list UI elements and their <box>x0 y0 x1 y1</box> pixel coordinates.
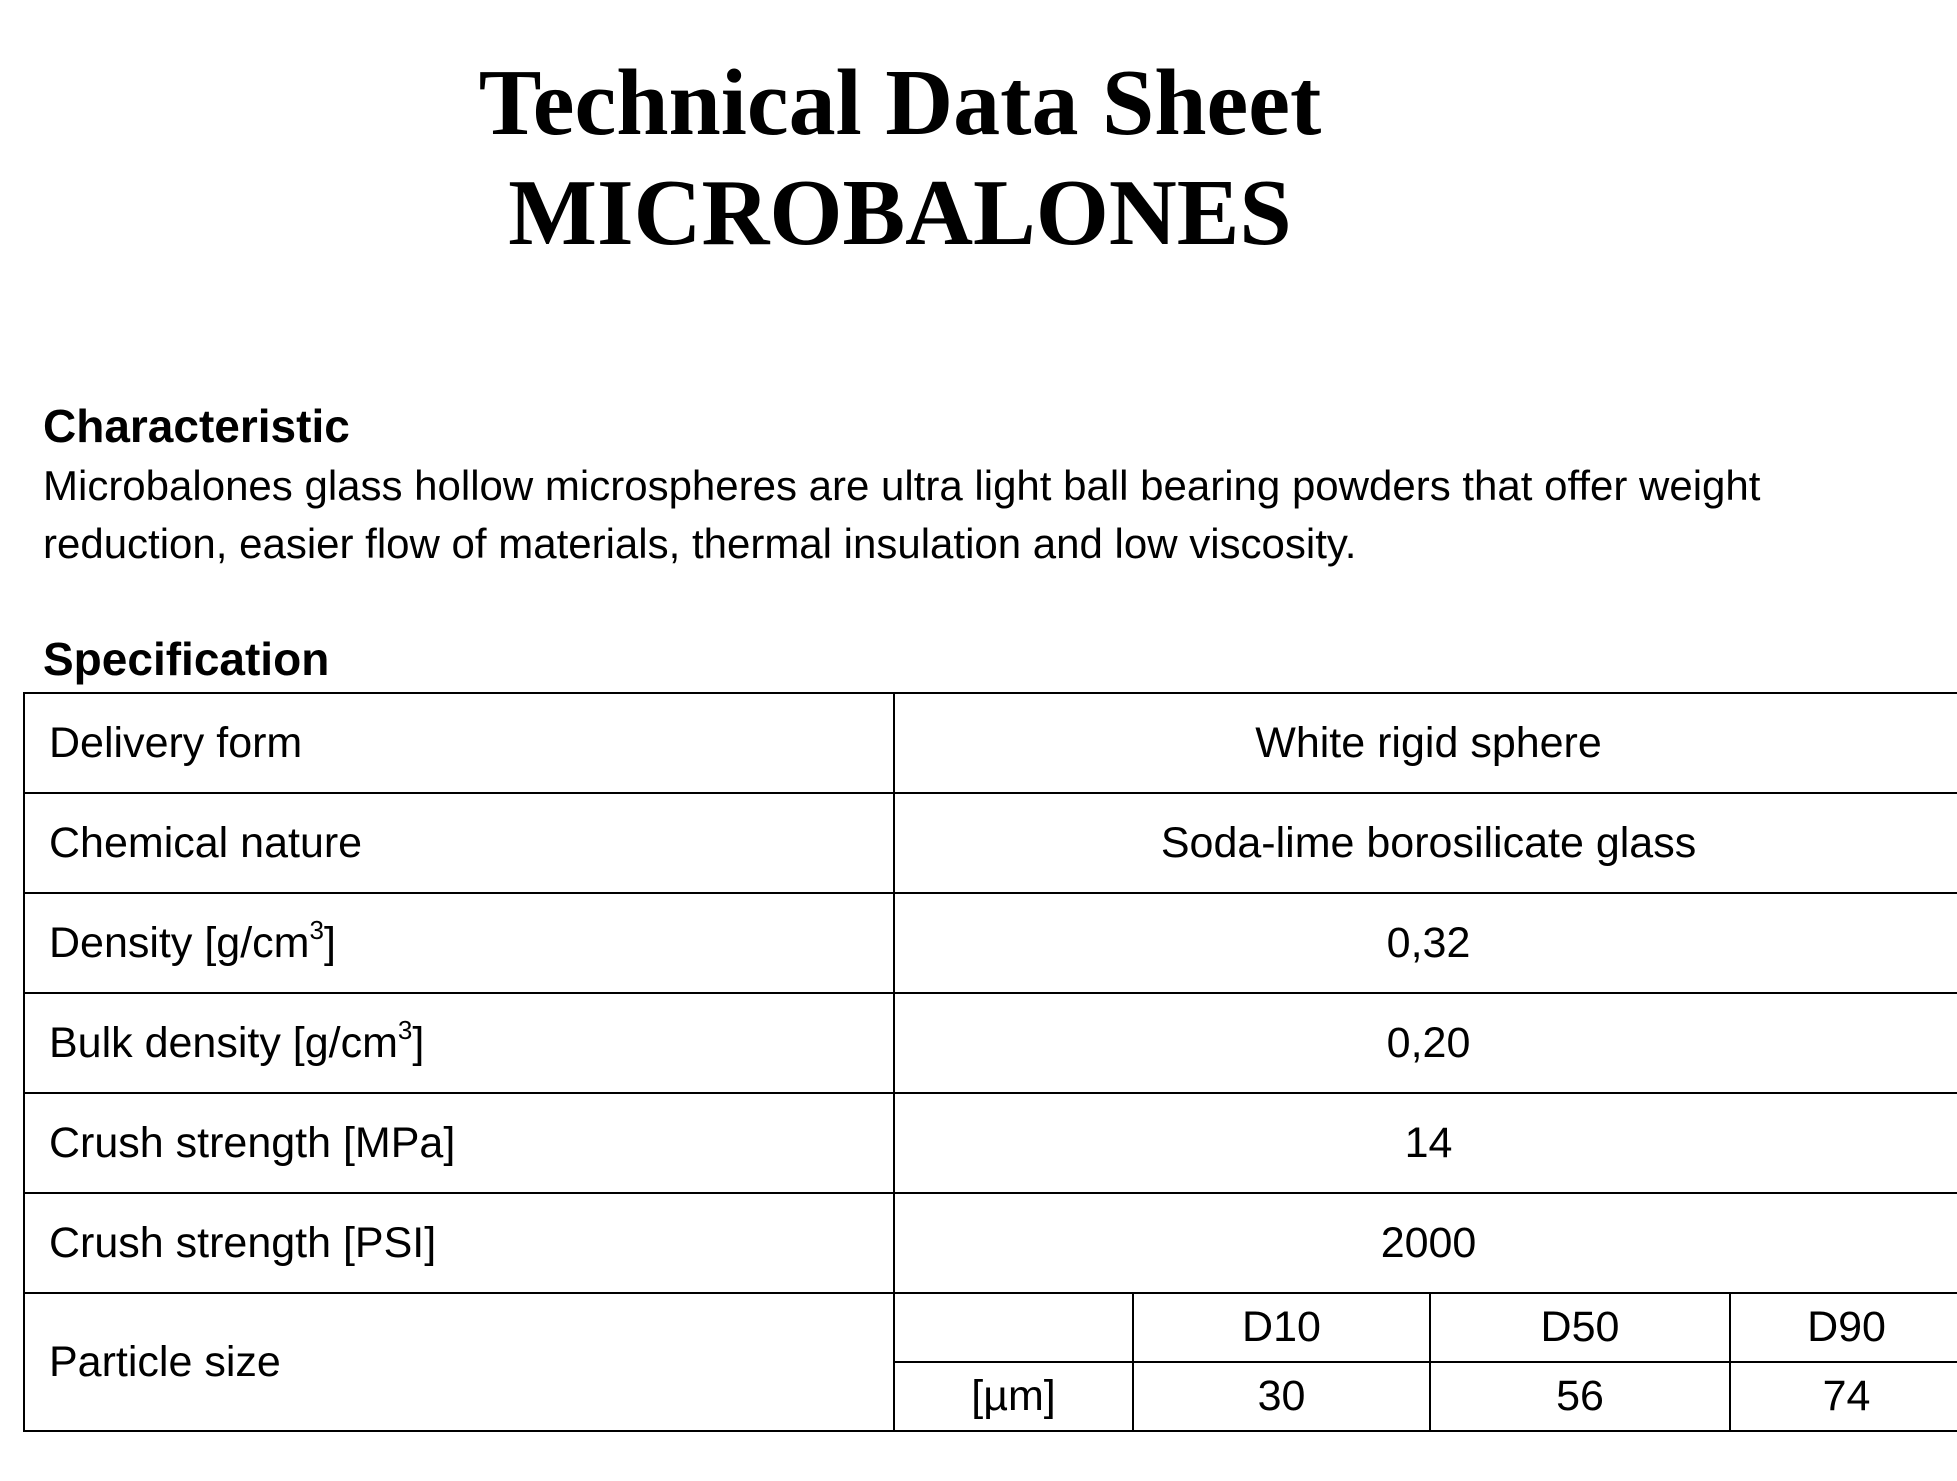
table-row <box>24 1293 1957 1362</box>
spec-label-crush-strength-mpa: Crush strength [MPa] <box>24 1093 894 1193</box>
spec-label-density-end: ] <box>323 918 336 967</box>
table-row <box>24 793 1957 893</box>
spec-value-crush-strength-mpa: 14 <box>894 1093 1957 1193</box>
characteristic-text: Microbalones glass hollow microspheres are ultra light ball bearing powders that offer weight reduction, easier flow of materials, thermal insulation and low viscosity. <box>43 462 1761 567</box>
spec-value-chemical-nature: Soda-lime borosilicate glass <box>894 793 1957 893</box>
spec-value-delivery-form: White rigid sphere <box>894 693 1957 793</box>
table-row <box>24 1093 1957 1193</box>
table-row <box>24 993 1957 1093</box>
table-row <box>24 693 1957 793</box>
particle-size-value-d10: 30 <box>1133 1362 1430 1431</box>
particle-size-header-d10: D10 <box>1133 1293 1430 1362</box>
particle-size-value-d90: 74 <box>1730 1362 1957 1431</box>
spec-label-delivery-form: Delivery form <box>24 693 894 793</box>
table-row <box>24 1193 1957 1293</box>
superscript: 3 <box>309 914 324 945</box>
specification-heading: Specification <box>43 633 330 685</box>
spec-label-crush-strength-psi: Crush strength [PSI] <box>24 1193 894 1293</box>
spec-label-bulk-density <box>24 993 894 1093</box>
table-row <box>24 893 1957 993</box>
particle-size-header-d50: D50 <box>1430 1293 1730 1362</box>
superscript: 3 <box>397 1014 413 1045</box>
characteristic-heading: Characteristic <box>43 400 350 452</box>
spec-label-bulk-density-end: ] <box>412 1018 425 1067</box>
spec-value-bulk-density: 0,20 <box>894 993 1957 1093</box>
spec-label-particle-size: Particle size <box>24 1293 894 1431</box>
specification-table <box>23 692 1957 1432</box>
spec-label-bulk-density-text: Bulk density [g/cm <box>49 1018 398 1067</box>
document-title: Technical Data Sheet <box>478 51 1322 155</box>
particle-size-unit: [µm] <box>894 1362 1133 1431</box>
spec-label-chemical-nature: Chemical nature <box>24 793 894 893</box>
particle-size-corner <box>894 1293 1133 1362</box>
spec-label-density <box>24 893 894 993</box>
particle-size-header-d90: D90 <box>1730 1293 1957 1362</box>
spec-value-density: 0,32 <box>894 893 1957 993</box>
spec-label-density-text: Density [g/cm <box>49 918 310 967</box>
spec-value-crush-strength-psi: 2000 <box>894 1193 1957 1293</box>
particle-size-value-d50: 56 <box>1430 1362 1730 1431</box>
product-name: MICROBALONES <box>508 161 1292 265</box>
